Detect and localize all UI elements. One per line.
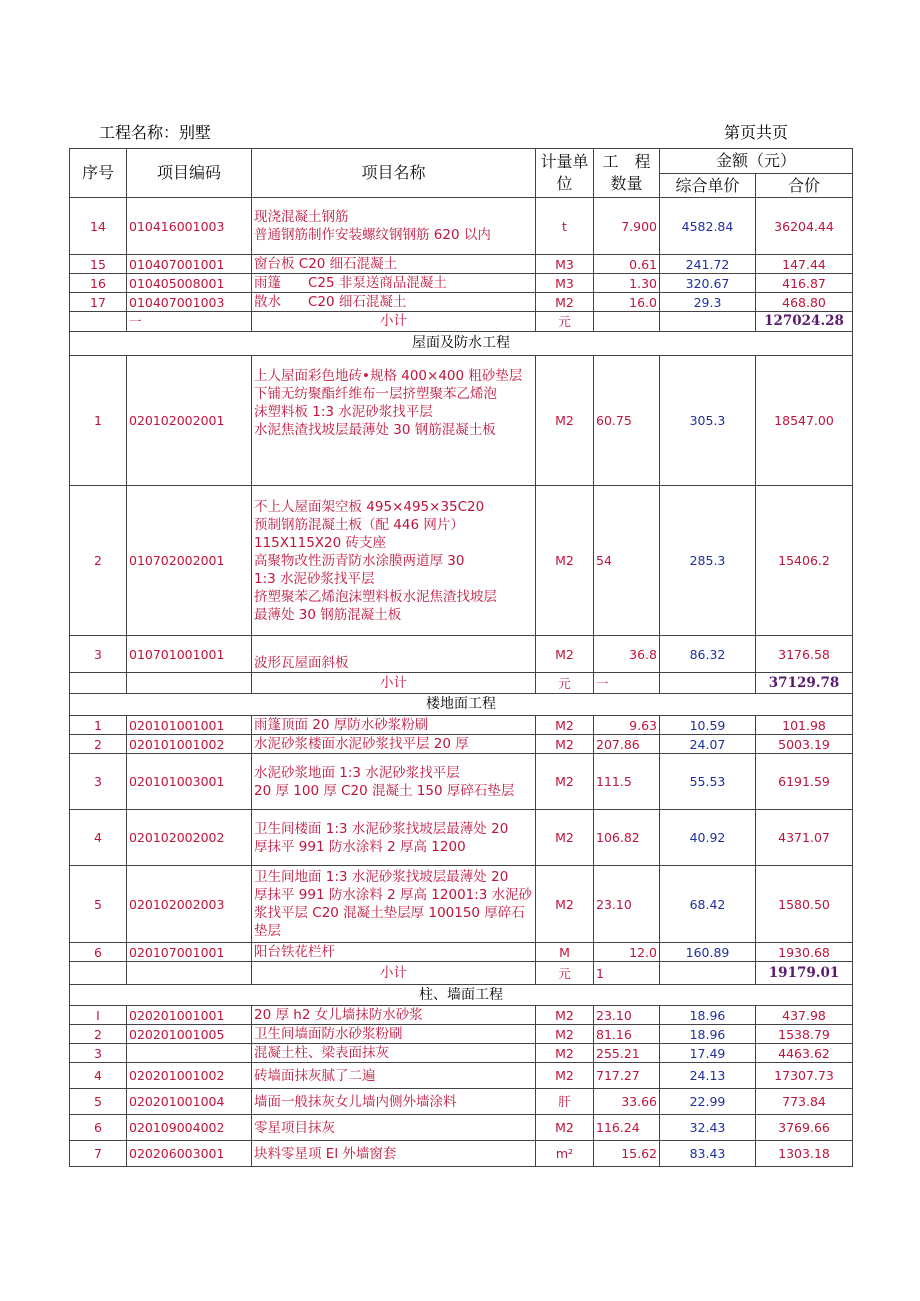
row-unit: t — [536, 198, 594, 255]
row-unit-price: 17.49 — [660, 1044, 756, 1063]
row-name: 不上人屋面架空板 495×495×35C20 预制钢筋混凝土板（配 446 网片） 115X115X20 砖支座 高聚物改性沥青防水涂膜两道厚 30 1:3 水泥砂浆找平层 挤塑聚苯乙烯泡沫塑料板水泥焦渣找坡层 最薄处 30 钢筋混凝土板 — [252, 486, 536, 636]
row-qty: 111.5 — [594, 754, 660, 810]
row-no — [70, 962, 127, 985]
row-qty: 81.16 — [594, 1025, 660, 1044]
row-total: 1580.50 — [756, 866, 853, 943]
row-no: 14 — [70, 198, 127, 255]
row-unit: M2 — [536, 1006, 594, 1025]
row-qty: 36.8 — [594, 636, 660, 673]
row-unit-price: 305.3 — [660, 356, 756, 486]
row-name: 波形瓦屋面斜板 — [252, 636, 536, 673]
col-header-unit-price: 综合单价 — [660, 174, 756, 198]
page-number: 第页共页 — [724, 123, 789, 142]
row-unit-price: 55.53 — [660, 754, 756, 810]
row-no: 16 — [70, 274, 127, 293]
row-code — [127, 962, 252, 985]
row-name: 卫生间楼面 1:3 水泥砂浆找坡层最薄处 20 厚抹平 991 防水涂料 2 厚高 1200 — [252, 810, 536, 866]
table-row — [70, 255, 853, 274]
row-total: 437.98 — [756, 1006, 853, 1025]
row-unit: M2 — [536, 1044, 594, 1063]
row-qty: 16.0 — [594, 293, 660, 312]
subtotal-value: 127024.28 — [756, 312, 853, 332]
row-code — [127, 1044, 252, 1063]
row-no: 5 — [70, 866, 127, 943]
subtotal-row — [70, 673, 853, 694]
row-qty: 33.66 — [594, 1089, 660, 1115]
row-total: 4463.62 — [756, 1044, 853, 1063]
row-unit-price: 18.96 — [660, 1006, 756, 1025]
row-qty: 7.900 — [594, 198, 660, 255]
section-header-row — [70, 332, 853, 356]
table-row — [70, 1006, 853, 1025]
row-no — [70, 673, 127, 694]
row-name: 水泥砂浆地面 1:3 水泥砂浆找平层 20 厚 100 厚 C20 混凝土 150 厚碎石垫层 — [252, 754, 536, 810]
row-code: 020109004002 — [127, 1115, 252, 1141]
row-unit: M2 — [536, 754, 594, 810]
row-no: 4 — [70, 810, 127, 866]
row-no: 2 — [70, 486, 127, 636]
row-qty: 12.0 — [594, 943, 660, 962]
row-total: 5003.19 — [756, 735, 853, 754]
subtotal-label: 小计 — [252, 673, 536, 694]
row-unit: M3 — [536, 255, 594, 274]
row-total: 3176.58 — [756, 636, 853, 673]
row-unit-price: 83.43 — [660, 1141, 756, 1167]
row-code: 020201001001 — [127, 1006, 252, 1025]
row-unit-price: 241.72 — [660, 255, 756, 274]
row-name: 卫生间墙面防水砂浆粉刷 — [252, 1025, 536, 1044]
row-code — [127, 673, 252, 694]
subtotal-value: 37129.78 — [756, 673, 853, 694]
table-row — [70, 943, 853, 962]
row-total: 773.84 — [756, 1089, 853, 1115]
row-unit-price: 40.92 — [660, 810, 756, 866]
table-row — [70, 486, 853, 636]
row-unit-price: 24.07 — [660, 735, 756, 754]
row-unit: M3 — [536, 274, 594, 293]
row-name: 墙面一般抹灰女儿墙内侧外墙涂料 — [252, 1089, 536, 1115]
row-qty: 106.82 — [594, 810, 660, 866]
row-unit-price: 160.89 — [660, 943, 756, 962]
subtotal-row — [70, 312, 853, 332]
row-unit-price: 24.13 — [660, 1063, 756, 1089]
row-total: 3769.66 — [756, 1115, 853, 1141]
bill-of-quantities-table — [69, 148, 853, 1167]
table-row — [70, 1025, 853, 1044]
row-unit: m² — [536, 1141, 594, 1167]
section-header-row — [70, 985, 853, 1006]
row-name: 雨篷顶面 20 厚防水砂浆粉刷 — [252, 716, 536, 735]
row-qty: 0.61 — [594, 255, 660, 274]
row-unit: M2 — [536, 866, 594, 943]
col-header-total: 合价 — [756, 174, 853, 198]
row-name: 砖墙面抹灰腻了二遍 — [252, 1063, 536, 1089]
row-qty: 60.75 — [594, 356, 660, 486]
table-row — [70, 716, 853, 735]
row-unit: 元 — [536, 962, 594, 985]
row-code: 020107001001 — [127, 943, 252, 962]
row-unit-price: 68.42 — [660, 866, 756, 943]
table-row — [70, 198, 853, 255]
row-no: 5 — [70, 1089, 127, 1115]
row-name: 散水 C20 细石混凝土 — [252, 293, 536, 312]
row-code: 020102002001 — [127, 356, 252, 486]
row-total: 17307.73 — [756, 1063, 853, 1089]
row-code: 020102002002 — [127, 810, 252, 866]
row-no: 6 — [70, 943, 127, 962]
row-no: 2 — [70, 1025, 127, 1044]
row-code: 010416001003 — [127, 198, 252, 255]
row-code: 020201001004 — [127, 1089, 252, 1115]
section-title: 楼地面工程 — [70, 694, 853, 716]
row-code: 010407001001 — [127, 255, 252, 274]
table-row — [70, 1063, 853, 1089]
row-name: 混凝土柱、梁表面抹灰 — [252, 1044, 536, 1063]
row-total: 4371.07 — [756, 810, 853, 866]
row-unit-price: 4582.84 — [660, 198, 756, 255]
table-row — [70, 1115, 853, 1141]
row-qty: 一 — [594, 673, 660, 694]
project-name: 工程名称：别墅 — [99, 123, 212, 142]
row-unit: 元 — [536, 673, 594, 694]
row-unit: M2 — [536, 356, 594, 486]
row-qty: 9.63 — [594, 716, 660, 735]
row-code: 020201001002 — [127, 1063, 252, 1089]
row-qty: 54 — [594, 486, 660, 636]
row-unit: M — [536, 943, 594, 962]
row-unit: M2 — [536, 1115, 594, 1141]
subtotal-label: 小计 — [252, 962, 536, 985]
subtotal-value: 19179.01 — [756, 962, 853, 985]
row-no: I — [70, 1006, 127, 1025]
row-qty: 207.86 — [594, 735, 660, 754]
row-unit-price: 18.96 — [660, 1025, 756, 1044]
row-no: 15 — [70, 255, 127, 274]
table-row — [70, 293, 853, 312]
row-code: 020101001002 — [127, 735, 252, 754]
row-unit-price: 22.99 — [660, 1089, 756, 1115]
row-total: 147.44 — [756, 255, 853, 274]
row-name: 块料零星项 El 外墙窗套 — [252, 1141, 536, 1167]
row-qty: 1 — [594, 962, 660, 985]
row-code: 一 — [127, 312, 252, 332]
row-no: 4 — [70, 1063, 127, 1089]
table-row — [70, 636, 853, 673]
row-no: 3 — [70, 1044, 127, 1063]
row-unit-price: 86.32 — [660, 636, 756, 673]
row-unit-price: 285.3 — [660, 486, 756, 636]
table-row — [70, 735, 853, 754]
row-code: 020102002003 — [127, 866, 252, 943]
col-header-unit: 计量单位 — [536, 149, 594, 198]
row-qty: 15.62 — [594, 1141, 660, 1167]
row-qty: 23.10 — [594, 1006, 660, 1025]
section-header-row — [70, 694, 853, 716]
row-name: 现浇混凝土钢筋 普通钢筋制作安装螺纹钢钢筋 620 以内 — [252, 198, 536, 255]
col-header-name: 项目名称 — [252, 149, 536, 198]
row-total: 1930.68 — [756, 943, 853, 962]
row-qty: 116.24 — [594, 1115, 660, 1141]
section-title: 柱、墙面工程 — [70, 985, 853, 1006]
row-code: 010407001003 — [127, 293, 252, 312]
row-code: 010701001001 — [127, 636, 252, 673]
table-row — [70, 1089, 853, 1115]
row-name: 窗台板 C20 细石混凝土 — [252, 255, 536, 274]
col-header-no: 序号 — [70, 149, 127, 198]
subtotal-row — [70, 962, 853, 985]
row-name: 20 厚 h2 女儿墙抹防水砂浆 — [252, 1006, 536, 1025]
row-code: 010702002001 — [127, 486, 252, 636]
row-total: 18547.00 — [756, 356, 853, 486]
row-qty: 255.21 — [594, 1044, 660, 1063]
row-no: 1 — [70, 716, 127, 735]
row-unit-price: 29.3 — [660, 293, 756, 312]
row-qty: 1.30 — [594, 274, 660, 293]
row-code: 020101003001 — [127, 754, 252, 810]
table-row — [70, 810, 853, 866]
row-unit: M2 — [536, 735, 594, 754]
row-total: 6191.59 — [756, 754, 853, 810]
row-name: 水泥砂浆楼面水泥砂浆找平层 20 厚 — [252, 735, 536, 754]
subtotal-label: 小计 — [252, 312, 536, 332]
row-code: 020101001001 — [127, 716, 252, 735]
row-unit: 元 — [536, 312, 594, 332]
row-unit-price — [660, 673, 756, 694]
row-no: 17 — [70, 293, 127, 312]
row-unit-price — [660, 312, 756, 332]
col-header-code: 项目编码 — [127, 149, 252, 198]
row-total: 1538.79 — [756, 1025, 853, 1044]
row-unit: M2 — [536, 716, 594, 735]
row-name: 零星项目抹灰 — [252, 1115, 536, 1141]
row-name: 上人屋面彩色地砖•规格 400×400 粗砂垫层 下铺无纺聚酯纤维布一层挤塑聚苯乙烯泡 沫塑料板 1:3 水泥砂浆找平层 水泥焦渣找坡层最薄处 30 钢筋混凝土板 — [252, 356, 536, 486]
row-no: 3 — [70, 636, 127, 673]
row-total: 36204.44 — [756, 198, 853, 255]
row-unit-price: 10.59 — [660, 716, 756, 735]
row-name: 阳台铁花栏杆 — [252, 943, 536, 962]
row-unit: M2 — [536, 1025, 594, 1044]
row-unit-price: 32.43 — [660, 1115, 756, 1141]
row-qty: 23.10 — [594, 866, 660, 943]
table-row — [70, 274, 853, 293]
row-total: 416.87 — [756, 274, 853, 293]
row-total: 1303.18 — [756, 1141, 853, 1167]
col-header-amount: 金额（元） — [660, 149, 853, 174]
row-no: 2 — [70, 735, 127, 754]
row-no: 3 — [70, 754, 127, 810]
row-qty — [594, 312, 660, 332]
table-row — [70, 1141, 853, 1167]
row-unit: M2 — [536, 486, 594, 636]
table-row — [70, 866, 853, 943]
row-unit: M2 — [536, 1063, 594, 1089]
row-unit: M2 — [536, 293, 594, 312]
row-unit: 肝 — [536, 1089, 594, 1115]
row-unit-price: 320.67 — [660, 274, 756, 293]
table-row — [70, 356, 853, 486]
row-code: 020206003001 — [127, 1141, 252, 1167]
section-title: 屋面及防水工程 — [70, 332, 853, 356]
table-row — [70, 1044, 853, 1063]
row-no: 7 — [70, 1141, 127, 1167]
table-row — [70, 754, 853, 810]
row-no: 1 — [70, 356, 127, 486]
row-total: 101.98 — [756, 716, 853, 735]
row-no — [70, 312, 127, 332]
row-unit: M2 — [536, 636, 594, 673]
row-no: 6 — [70, 1115, 127, 1141]
row-qty: 717.27 — [594, 1063, 660, 1089]
row-total: 468.80 — [756, 293, 853, 312]
row-name: 卫生间地面 1:3 水泥砂浆找坡层最薄处 20 厚抹平 991 防水涂料 2 厚高 12001:3 水泥砂 浆找平层 C20 混凝土垫层厚 100150 厚碎石 垫层 — [252, 866, 536, 943]
row-unit: M2 — [536, 810, 594, 866]
row-total: 15406.2 — [756, 486, 853, 636]
row-code: 010405008001 — [127, 274, 252, 293]
col-header-qty: 工 程数量 — [594, 149, 660, 198]
row-unit-price — [660, 962, 756, 985]
row-name: 雨篷 C25 非泵送商品混凝土 — [252, 274, 536, 293]
row-code: 020201001005 — [127, 1025, 252, 1044]
